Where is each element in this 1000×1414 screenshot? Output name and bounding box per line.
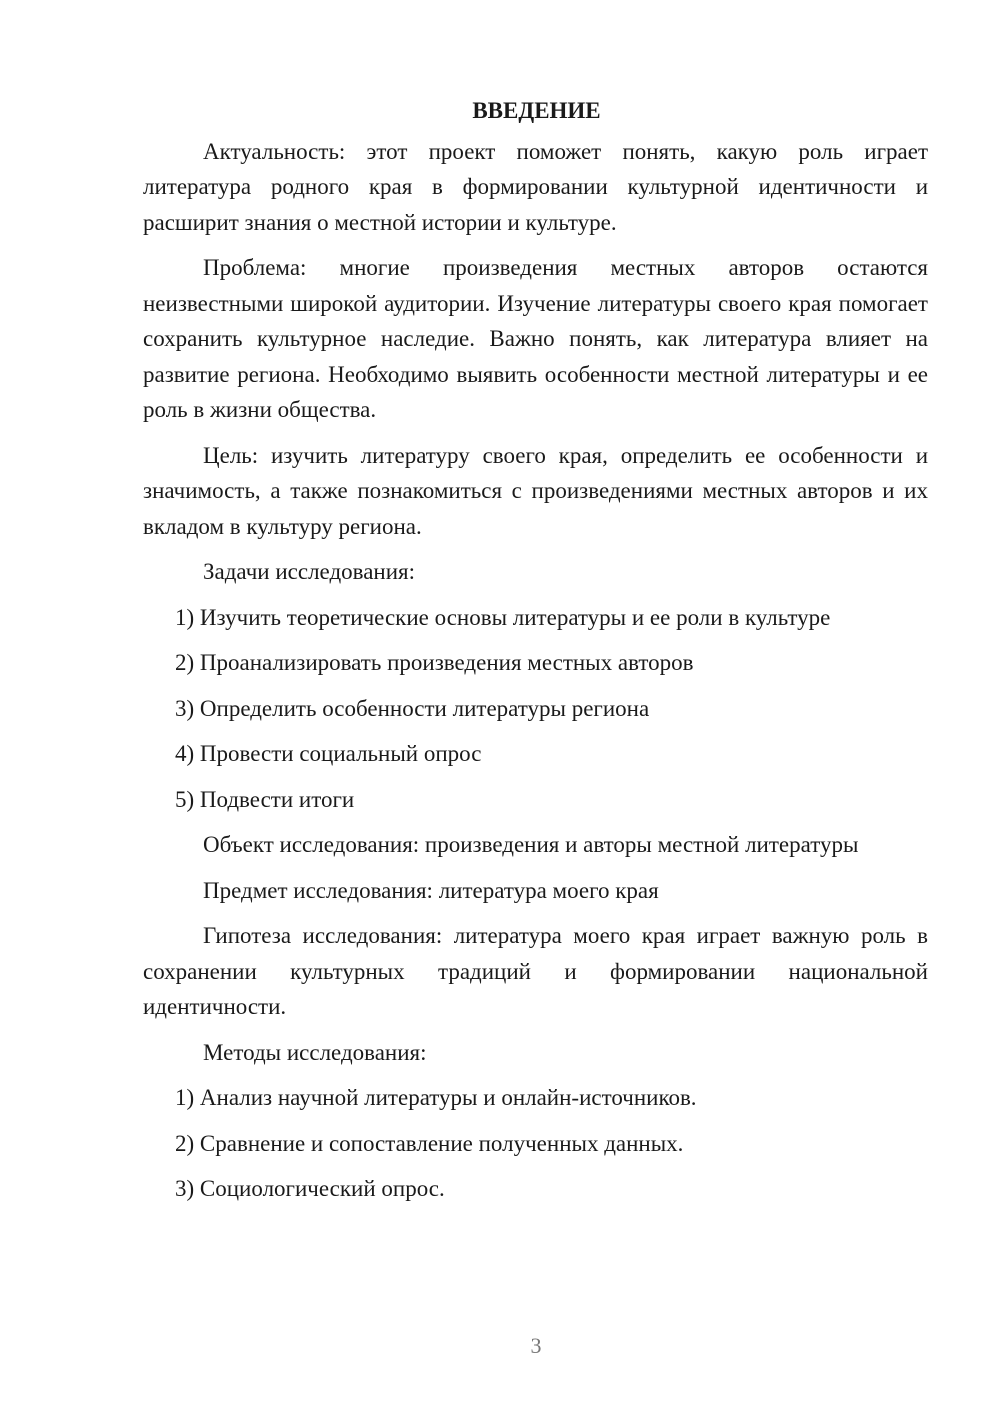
task-item: 3) Определить особенности литературы региона [175, 695, 650, 721]
tasks-list [143, 600, 928, 818]
task-item: 2) Проанализировать произведения местных авторов [175, 650, 694, 675]
methods-list [143, 1080, 928, 1207]
research-object: Объект исследования: произведения и авторы местной литературы [203, 832, 859, 857]
hypothesis-paragraph: Гипотеза исследования: литература моего края играет важную роль в сохранении культурных традиций и формировании национальной идентичности. [143, 923, 928, 1019]
goal-paragraph: Цель: изучить литературу своего края, определить ее особенности и значимость, а также познакомиться с произведениями местных авторов и их вкладом в культуру региона. [143, 442, 928, 539]
method-item: 3) Социологический опрос. [175, 1176, 445, 1201]
method-item: 2) Сравнение и сопоставление полученных данных. [175, 1130, 684, 1156]
research-subject: Предмет исследования: литература моего края [203, 877, 659, 903]
problem-paragraph: Проблема: многие произведения местных авторов остаются неизвестными широкой аудитории. Изучение литературы своего края помогает сохранить культурное наследие. Важно понять, как литература влияет на развитие региона. Необходимо выявить особенности местной литературы и ее роль в жизни общества. [143, 255, 928, 422]
task-item: 4) Провести социальный опрос [175, 741, 482, 766]
section-title: ВВЕДЕНИЕ [472, 98, 601, 123]
task-item: 1) Изучить теоретические основы литературы и ее роли в культуре [175, 604, 831, 630]
methods-heading: Методы исследования: [203, 1039, 427, 1065]
relevance-paragraph: Актуальность: этот проект поможет понять, какую роль играет литература родного края в формировании культурной идентичности и расширит знания о местной истории и культуре. [143, 138, 928, 235]
page-number: 3 [530, 1333, 542, 1358]
task-item: 5) Подвести итоги [175, 786, 355, 812]
page-content [143, 93, 928, 1217]
tasks-heading: Задачи исследования: [203, 559, 416, 584]
method-item: 1) Анализ научной литературы и онлайн-источников. [175, 1085, 697, 1110]
